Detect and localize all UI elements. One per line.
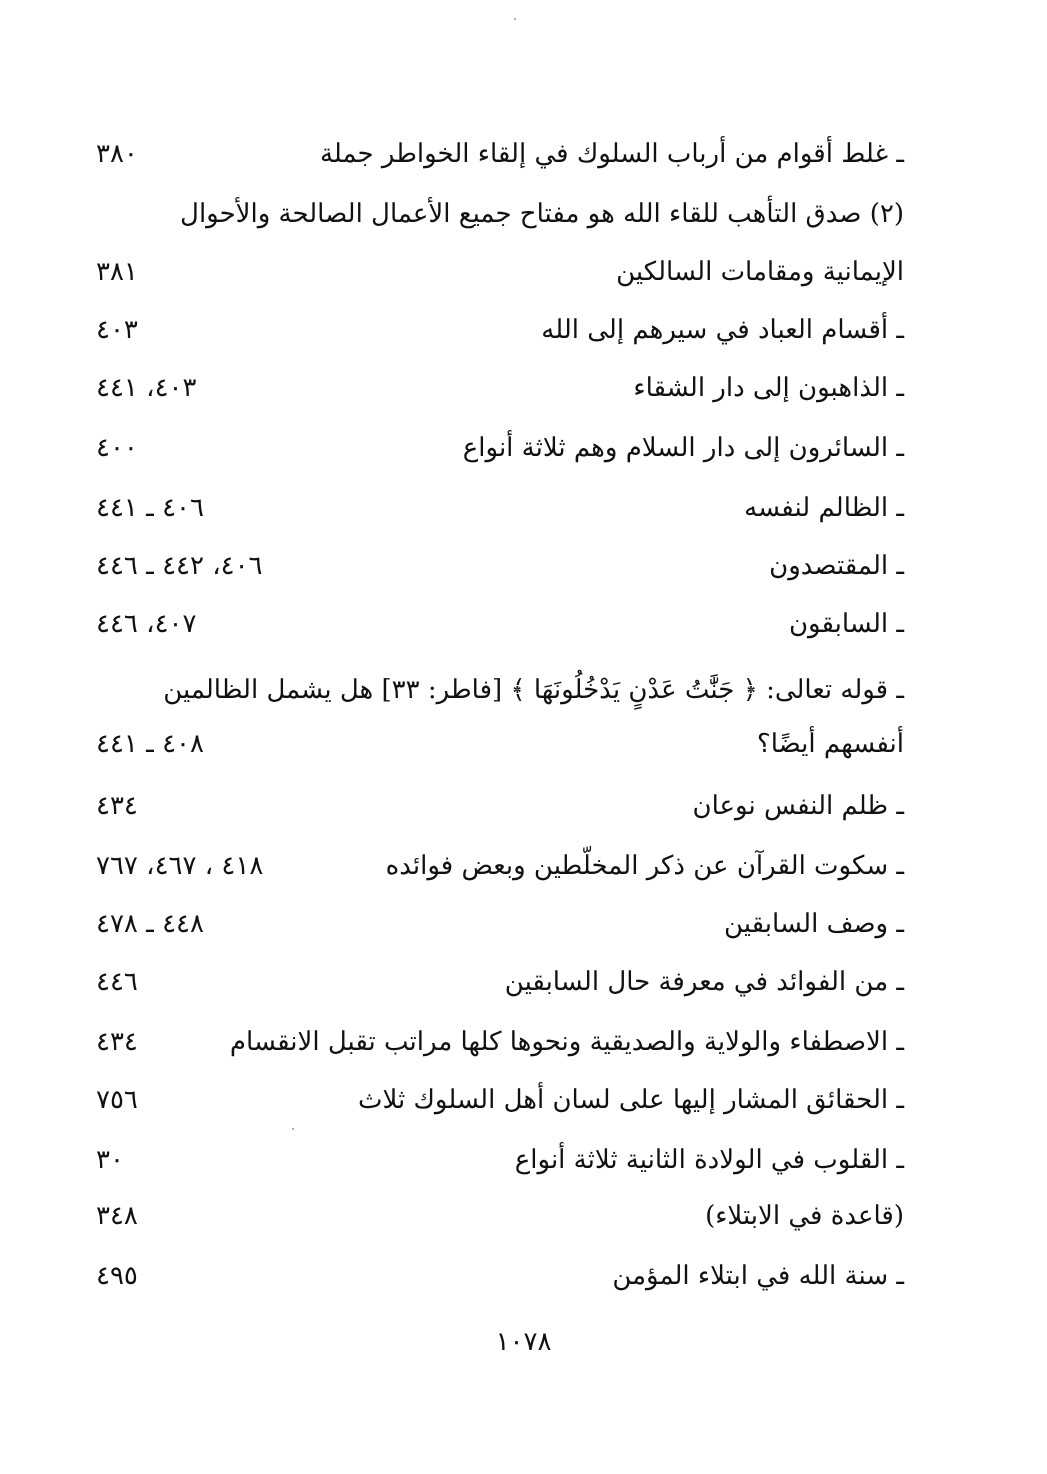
index-entry bbox=[96, 1018, 904, 1066]
entry-text: (قاعدة في الابتلاء) bbox=[705, 1201, 904, 1231]
entry-pages: ٤٠٣، ٤٤١ bbox=[96, 373, 197, 403]
entry-pages: ٣٠ bbox=[96, 1145, 124, 1175]
entry-text: ـ من الفوائد في معرفة حال السابقين bbox=[504, 967, 904, 997]
index-entry bbox=[96, 248, 904, 296]
entry-text: ـ وصف السابقين bbox=[724, 909, 904, 939]
index-entry bbox=[96, 484, 904, 532]
index-entry bbox=[96, 364, 904, 412]
entry-pages: ٧٥٦ bbox=[96, 1085, 138, 1115]
entry-pages: ٤٤٨ ـ ٤٧٨ bbox=[96, 909, 204, 939]
index-entry bbox=[96, 666, 904, 714]
entry-text: ـ المقتصدون bbox=[769, 551, 904, 581]
entry-text: ـ الظالم لنفسه bbox=[744, 493, 904, 523]
entry-pages: ٤٣٤ bbox=[96, 791, 138, 821]
entry-text: ـ ظلم النفس نوعان bbox=[692, 791, 904, 821]
index-entry bbox=[96, 782, 904, 830]
index-entry bbox=[96, 842, 904, 890]
entry-text: أنفسهم أيضًا؟ bbox=[756, 729, 904, 759]
index-entry bbox=[96, 190, 904, 238]
entry-text: الإيمانية ومقامات السالكين bbox=[616, 257, 904, 287]
index-entry bbox=[96, 720, 904, 768]
entry-pages: ٤٠٨ ـ ٤٤١ bbox=[96, 729, 204, 759]
entry-pages: ٤٤٦ bbox=[96, 967, 138, 997]
entry-text: (٢) صدق التأهب للقاء الله هو مفتاح جميع الأعمال الصالحة والأحوال bbox=[180, 199, 904, 229]
entry-pages: ٤٠٠ bbox=[96, 433, 138, 463]
index-entry bbox=[96, 1192, 904, 1240]
scan-speck bbox=[292, 1128, 294, 1130]
entry-pages: ٤٩٥ bbox=[96, 1261, 138, 1291]
entry-pages: ٤١٨ ، ٤٦٧، ٧٦٧ bbox=[96, 851, 264, 881]
entry-text: ـ الاصطفاء والولاية والصديقية ونحوها كلها مراتب تقبل الانقسام bbox=[229, 1027, 904, 1057]
entry-pages: ٤٣٤ bbox=[96, 1027, 138, 1057]
entry-text: ـ سنة الله في ابتلاء المؤمن bbox=[612, 1261, 904, 1291]
index-entry bbox=[96, 542, 904, 590]
entry-text: ـ الذاهبون إلى دار الشقاء bbox=[633, 373, 904, 403]
entry-text: ـ أقسام العباد في سيرهم إلى الله bbox=[541, 315, 904, 345]
entry-pages: ٤٠٦، ٤٤٢ ـ ٤٤٦ bbox=[96, 551, 263, 581]
index-entry bbox=[96, 1076, 904, 1124]
index-entry bbox=[96, 958, 904, 1006]
entry-text: ـ الحقائق المشار إليها على لسان أهل السلوك ثلاث bbox=[358, 1085, 904, 1115]
entry-pages: ٣٤٨ bbox=[96, 1201, 138, 1231]
index-entry bbox=[96, 1136, 904, 1184]
entry-text: ـ القلوب في الولادة الثانية ثلاثة أنواع bbox=[514, 1145, 904, 1175]
entry-text: ـ السابقون bbox=[788, 609, 904, 639]
entry-pages: ٣٨١ bbox=[96, 257, 138, 287]
index-entry bbox=[96, 306, 904, 354]
index-entry bbox=[96, 1252, 904, 1300]
entry-text: ـ غلط أقوام من أرباب السلوك في إلقاء الخواطر جملة bbox=[319, 139, 904, 169]
index-entry bbox=[96, 900, 904, 948]
entry-text: ـ السائرون إلى دار السلام وهم ثلاثة أنواع bbox=[462, 433, 904, 463]
index-entry bbox=[96, 130, 904, 178]
entry-pages: ٤٠٦ ـ ٤٤١ bbox=[96, 493, 204, 523]
entry-text: ـ قوله تعالى: ﴿ جَنَّٰتُ عَدْنٍ يَدْخُلُونَهَا ﴾ [فاطر: ٣٣] هل يشمل الظالمين bbox=[163, 675, 904, 705]
entry-pages: ٤٠٧، ٤٤٦ bbox=[96, 609, 197, 639]
index-entry bbox=[96, 600, 904, 648]
entry-pages: ٣٨٠ bbox=[96, 139, 138, 169]
page-number: ١٠٧٨ bbox=[495, 1327, 552, 1357]
entry-text: ـ سكوت القرآن عن ذكر المخلّطين وبعض فوائده bbox=[385, 851, 904, 881]
entry-pages: ٤٠٣ bbox=[96, 315, 138, 345]
index-entry bbox=[96, 424, 904, 472]
scan-speck bbox=[514, 18, 516, 20]
